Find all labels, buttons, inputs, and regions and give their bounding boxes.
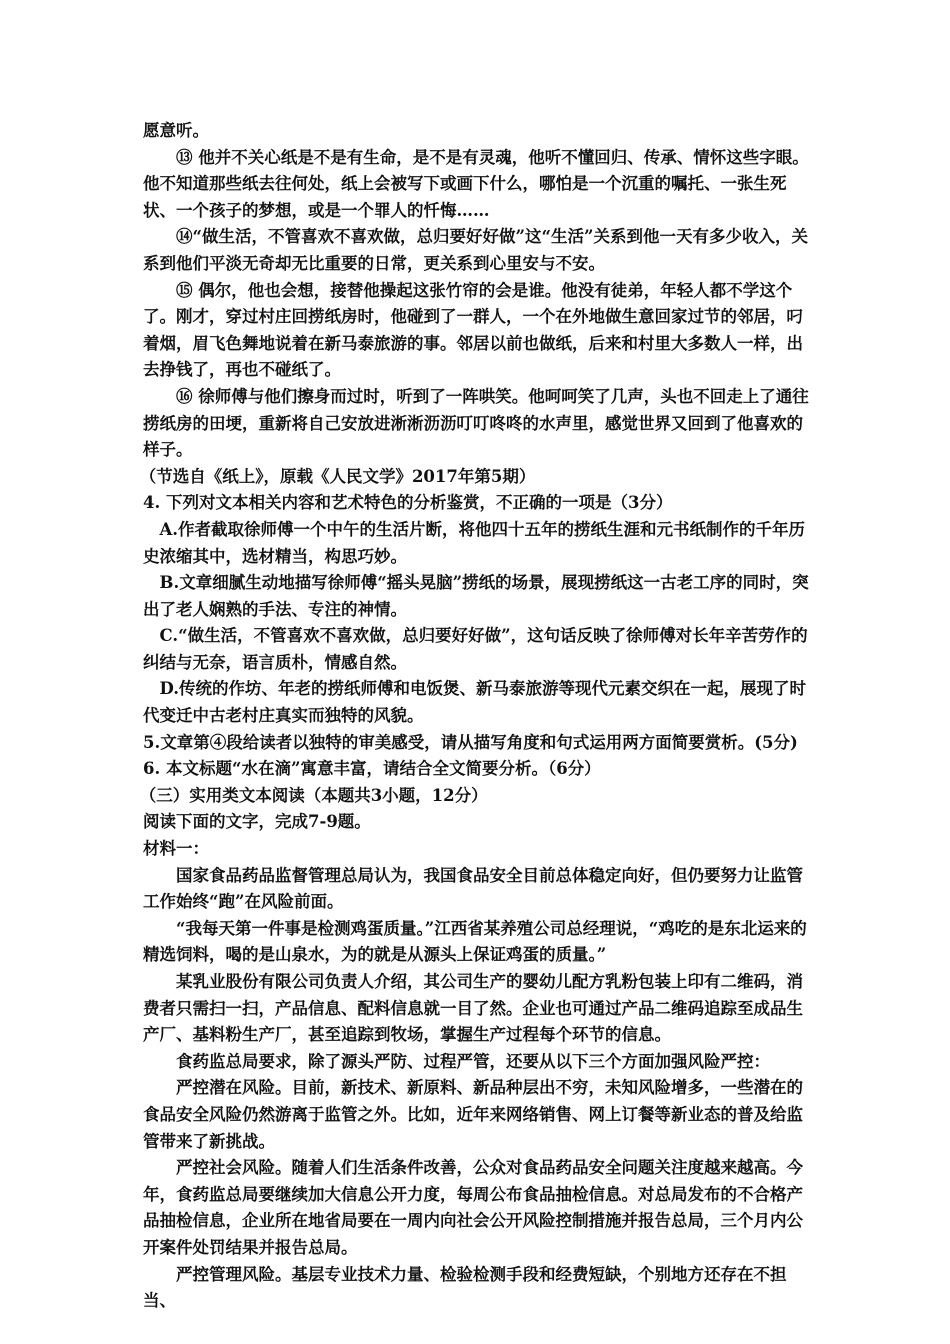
instructions: 阅读下面的文字，完成7-9题。	[143, 812, 371, 832]
paragraph-14: ⑭“做生活，不管喜欢不喜欢做，总归要好好做”这“生活”关系到他一天有多少收入，关系到他们平淡无奇却无比重要的日常，更关系到心里安与不安。	[143, 227, 808, 273]
paragraph-13: ⑬ 他并不关心纸是不是有生命，是不是有灵魂，他听不懂回归、传承、情怀这些字眼。他不知道那些纸去往何处，纸上会被写下或画下什么，哪怕是一个沉重的嘱托、一张生死状、一个孩子的梦想，或是一个罪人的忏悔……	[143, 147, 809, 220]
material-1-label: 材料一：	[143, 839, 209, 859]
question-4-option-a: A.作者截取徐师傅一个中午的生活片断，将他四十五年的捞纸生涯和元书纸制作的千年历史浓缩其中，选材精当，构思巧妙。	[143, 519, 806, 566]
material-paragraph-5: 严控潜在风险。目前，新技术、新原料、新品种层出不穷，未知风险增多，一些潜在的食品安全风险仍然游离于监管之外。比如，近年来网络销售、网上订餐等新业态的普及给监管带来了新挑战。	[143, 1078, 803, 1151]
source-citation: （节选自《纸上》，原载《人民文学》2017年第5期）	[139, 466, 536, 486]
material-paragraph-4: 食药监总局要求，除了源头严防、过程严管，还要从以下三个方面加强风险严控：	[176, 1051, 770, 1071]
question-4: 4. 下列对文本相关内容和艺术特色的分析鉴赏，不正确的一项是（3分）	[143, 493, 673, 513]
material-paragraph-1: 国家食品药品监督管理总局认为，我国食品安全目前总体稳定向好，但仍要努力让监管工作始终“跑”在风险前面。	[143, 865, 803, 912]
question-4-option-d: D.传统的作坊、年老的捞纸师傅和电饭煲、新马泰旅游等现代元素交织在一起，展现了时代变迁中古老村庄真实而独特的风貌。	[143, 679, 806, 726]
material-paragraph-3: 某乳业股份有限公司负责人介绍，其公司生产的婴幼儿配方乳粉包装上印有二维码，消费者只需扫一扫，产品信息、配料信息就一目了然。企业也可通过产品二维码追踪至成品生产厂、基料粉生产厂，甚至追踪到牧场，掌握生产过程每个环节的信息。	[143, 972, 803, 1045]
question-4-option-c: C.“做生活，不管喜欢不喜欢做，总归要好好做”，这句话反映了徐师傅对长年辛苦劳作的纠结与无奈，语言质朴，情感自然。	[143, 626, 808, 672]
material-paragraph-6: 严控社会风险。随着人们生活条件改善，公众对食品药品安全问题关注度越来越高。今年，食药监总局要继续加大信息公开力度，每周公布食品抽检信息。对总局发布的不合格产品抽检信息，企业所在地省局要在一周内向社会公开风险控制措施并报告总局，三个月内公开案件处罚结果并报告总局。	[143, 1158, 803, 1257]
paragraph-continuation: 愿意听。	[143, 121, 209, 140]
material-paragraph-7: 严控管理风险。基层专业技术力量、检验检测手段和经费短缺，个别地方还存在不担当、	[143, 1264, 787, 1311]
material-paragraph-2: “我每天第一件事是检测鸡蛋质量。”江西省某养殖公司总经理说，“鸡吃的是东北运来的精选饲料，喝的是山泉水，为的就是从源头上保证鸡蛋的质量。”	[143, 918, 807, 965]
section-3-heading: （三）实用类文本阅读（本题共3小题，12分）	[139, 785, 488, 805]
paragraph-15: ⑮ 偶尔，他也会想，接替他操起这张竹帘的会是谁。他没有徒弟，年轻人都不学这个了。刚才，穿过村庄回捞纸房时，他碰到了一群人，一个在外地做生意回家过节的邻居，叼着烟，眉飞色舞地说着在新马泰旅游的事。邻居以前也做纸，后来和村里大多数人一样，出去挣钱了，再也不碰纸了。	[143, 280, 803, 380]
question-4-option-b: B.文章细腻生动地描写徐师傅“摇头晃脑”捞纸的场景，展现捞纸这一古老工序的同时，突出了老人娴熟的手法、专注的神情。	[143, 573, 809, 619]
question-5: 5.文章第④段给读者以独特的审美感受，请从描写角度和句式运用两方面简要赏析。(5分)	[143, 732, 798, 752]
document-page	[139, 118, 815, 1315]
paragraph-16: ⑯ 徐师傅与他们擦身而过时，听到了一阵哄笑。他呵呵笑了几声，头也不回走上了通往捞纸房的田埂，重新将自己安放进淅淅沥沥叮叮咚咚的水声里，感觉世界又回到了他喜欢的样子。	[143, 386, 809, 460]
question-6: 6. 本文标题“水在滴”寓意丰富，请结合全文简要分析。（6分）	[143, 759, 601, 779]
